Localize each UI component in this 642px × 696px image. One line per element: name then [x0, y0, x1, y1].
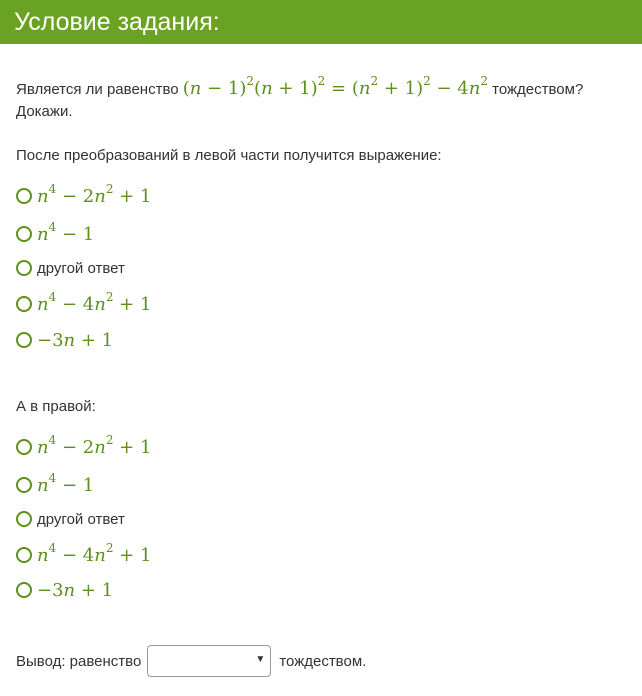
- question-text: [16, 74, 636, 123]
- radio-icon[interactable]: [16, 260, 32, 276]
- radio-icon[interactable]: [16, 582, 32, 598]
- radio-icon[interactable]: [16, 477, 32, 493]
- conclusion-row: [16, 645, 366, 677]
- left-option-2[interactable]: [16, 221, 94, 247]
- left-option-1[interactable]: [16, 183, 151, 209]
- left-option-4[interactable]: [16, 291, 151, 317]
- radio-icon[interactable]: [16, 332, 32, 348]
- right-option-2[interactable]: [16, 472, 94, 498]
- header-bar: [0, 0, 642, 44]
- radio-icon[interactable]: [16, 547, 32, 563]
- radio-icon[interactable]: [16, 188, 32, 204]
- radio-icon[interactable]: [16, 226, 32, 242]
- conclusion-select[interactable]: [147, 645, 271, 677]
- question-suffix: тождеством?: [492, 81, 584, 98]
- chevron-down-icon: ▼: [255, 654, 266, 665]
- right-prompt: А в правой:: [16, 398, 96, 415]
- radio-icon[interactable]: [16, 439, 32, 455]
- question-line2: Докажи.: [16, 103, 73, 120]
- option-formula: −3n + 1: [37, 329, 114, 351]
- option-formula: −3n + 1: [37, 579, 114, 601]
- option-formula: $n^4 - 4n^2 + 1$: [37, 540, 152, 566]
- option-formula: $n^4 - 2n^2 + 1$: [37, 181, 152, 207]
- left-option-3[interactable]: [16, 255, 125, 281]
- option-label: другой ответ: [37, 259, 125, 277]
- left-option-5[interactable]: [16, 327, 113, 353]
- option-formula: $n^4 - 1$: [37, 219, 95, 245]
- conclusion-after: тождеством.: [279, 652, 367, 670]
- left-prompt: После преобразований в левой части получится выражение:: [16, 147, 442, 164]
- option-formula: $n^4 - 1$: [37, 470, 95, 496]
- option-formula: $n^4 - 2n^2 + 1$: [37, 432, 152, 458]
- right-option-4[interactable]: [16, 542, 151, 568]
- page-title: Условие задания:: [14, 8, 220, 36]
- option-formula: $n^4 - 4n^2 + 1$: [37, 289, 152, 315]
- question-prefix: Является ли равенство: [16, 81, 179, 98]
- option-label: другой ответ: [37, 510, 125, 528]
- equality-formula: $(n - 1)^2(n + 1)^2 = (n^2 + 1)^2 - 4n^2$: [182, 74, 488, 99]
- radio-icon[interactable]: [16, 511, 32, 527]
- conclusion-before: Вывод: равенство: [16, 652, 142, 670]
- radio-icon[interactable]: [16, 296, 32, 312]
- right-option-5[interactable]: [16, 577, 113, 603]
- right-option-1[interactable]: [16, 434, 151, 460]
- right-option-3[interactable]: [16, 506, 125, 532]
